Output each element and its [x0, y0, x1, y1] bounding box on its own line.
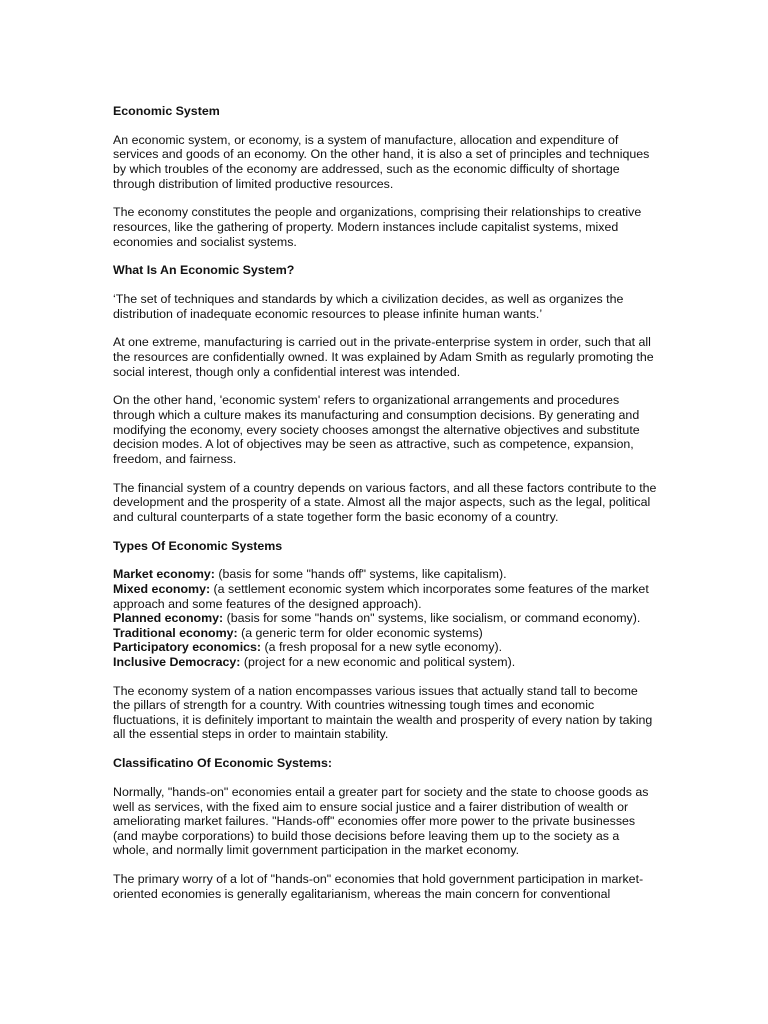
- paragraph-primary-worry: The primary worry of a lot of "hands-on" economies that hold government participation in market-oriented economies is generally egalitarianism, whereas the main concern for conventional: [113, 872, 644, 901]
- type-item-participatory: [113, 640, 658, 655]
- type-desc: (a settlement economic system which incorporates some features of the market approach and some features of the designed approach).: [113, 581, 649, 611]
- paragraph-private-enterprise: At one extreme, manufacturing is carried out in the private-enterprise system in order, such that all the resources are confidentially owned. It was explained by Adam Smith as regularly promoting the social interest, though only a confidential interest was intended.: [113, 335, 654, 379]
- type-term: Planned economy:: [113, 611, 224, 626]
- types-list: [113, 567, 658, 669]
- type-item-planned: [113, 611, 658, 626]
- document-body: [113, 104, 658, 901]
- paragraph-financial-system: The financial system of a country depends on various factors, and all these factors contribute to the development and the prosperity of a state. Almost all the major aspects, such as the legal, political and cultural counterparts of a state together form the basic economy of a country.: [113, 480, 657, 524]
- type-desc: (a generic term for older economic systems): [237, 625, 483, 640]
- type-term: Traditional economy:: [113, 625, 238, 640]
- type-term: Inclusive Democracy:: [113, 654, 241, 669]
- paragraph-hands-on: Normally, "hands-on" economies entail a greater part for society and the state to choose goods as well as services, with the fixed aim to ensure social justice and a fairer distribution of wealth or ameliorating market failures. "Hands-off" economies offer more power to the private businesses (and maybe corporations) to build those decisions before leaving them up to the society as a whole, and normally limit government participation in the market economy.: [113, 785, 649, 858]
- type-desc: (basis for some "hands on" systems, like socialism, or command economy).: [223, 611, 641, 626]
- section-heading-types: Types Of Economic Systems: [113, 538, 283, 553]
- type-term: Participatory economics:: [113, 640, 262, 655]
- type-desc: (a fresh proposal for a new sytle economy).: [261, 640, 503, 655]
- document-title: Economic System: [113, 104, 220, 118]
- type-item-traditional: [113, 626, 658, 641]
- intro-paragraph-2: The economy constitutes the people and organizations, comprising their relationships to creative resources, like the gathering of property. Modern instances include capitalist systems, mixed economies and socialist systems.: [113, 205, 642, 249]
- type-term: Market economy:: [113, 567, 215, 582]
- type-term: Mixed economy:: [113, 581, 211, 596]
- type-item-inclusive: [113, 655, 658, 670]
- section-heading-what-is: What Is An Economic System?: [113, 263, 295, 278]
- type-item-market: [113, 567, 658, 582]
- section-heading-classification: Classificatino Of Economic Systems:: [113, 756, 332, 771]
- definition-quote: ‘The set of techniques and standards by which a civilization decides, as well as organizes the distribution of inadequate economic resources to please infinite human wants.’: [113, 292, 624, 321]
- intro-paragraph-1: An economic system, or economy, is a system of manufacture, allocation and expenditure of services and goods of an economy. On the other hand, it is also a set of principles and techniques by which troubles of the economy are addressed, such as the economic difficulty of shortage through distribution of limited productive resources.: [113, 132, 650, 191]
- type-item-mixed: [113, 582, 658, 611]
- paragraph-nation-economy: The economy system of a nation encompasses various issues that actually stand tall to become the pillars of strength for a country. With countries witnessing tough times and economic fluctuations, it is definitely important to maintain the wealth and prosperity of every nation by taking all the essential steps in order to maintain stability.: [113, 683, 653, 742]
- type-desc: (project for a new economic and political system).: [240, 654, 516, 669]
- paragraph-organizational-arrangements: On the other hand, 'economic system' refers to organizational arrangements and procedures through which a culture makes its manufacturing and consumption decisions. By generating and modifying the economy, every society chooses amongst the alternative objectives and substitute decision modes. A lot of objectives may be seen as attractive, such as competence, expansion, freedom, and fairness.: [113, 393, 640, 466]
- type-desc: (basis for some "hands off" systems, like capitalism).: [214, 567, 507, 582]
